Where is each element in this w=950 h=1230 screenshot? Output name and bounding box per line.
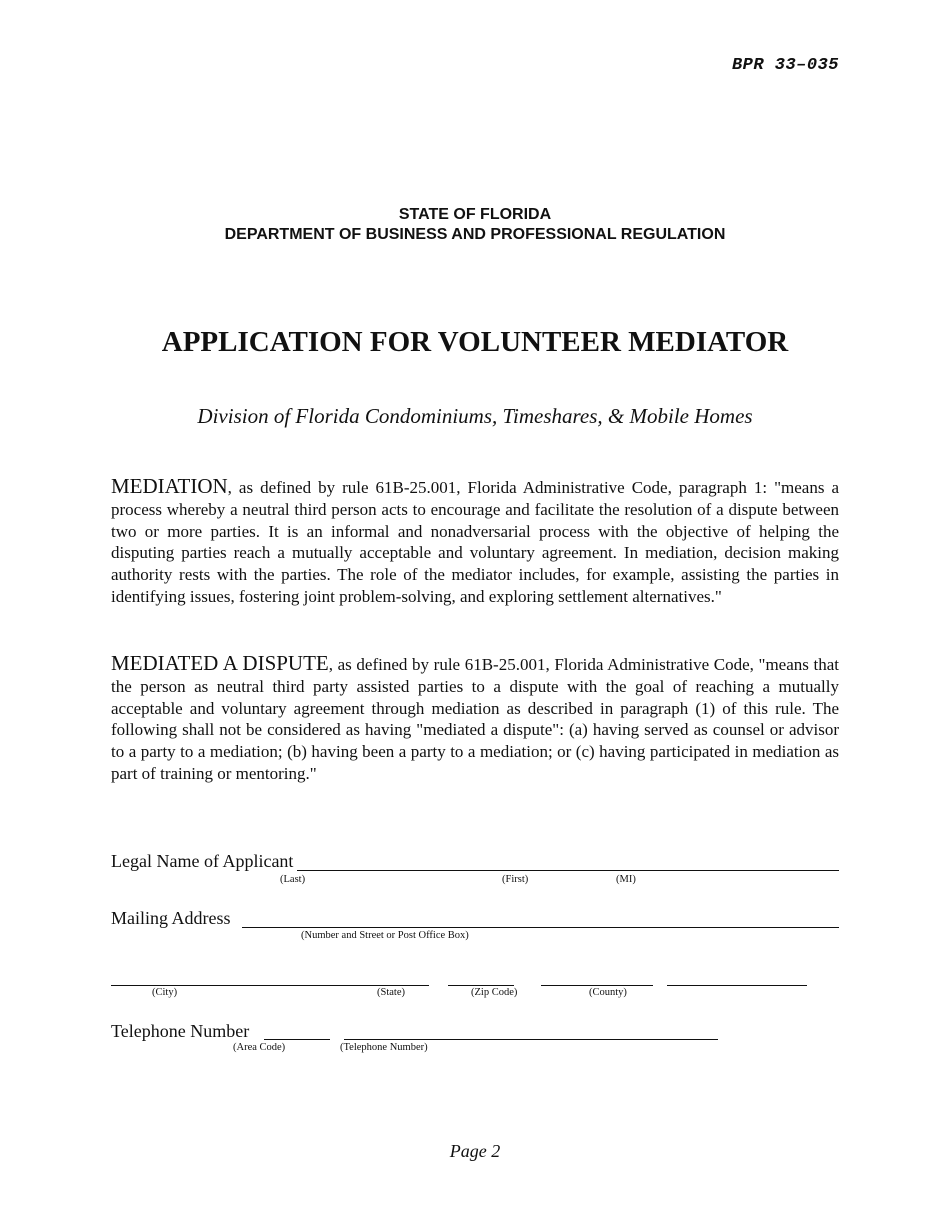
street-address-field[interactable]	[242, 927, 839, 928]
page-number: Page 2	[449, 1141, 501, 1161]
mediated-dispute-text: , as defined by rule 61B-25.001, Florida Administrative Code, "means that the person as neutral third party assisted parties to a dispute with the goal of reaching a mutually acceptable and voluntary agreement through mediation as described in paragraph (1) of this rule. The following shall not be considered as having "mediated a dispute": (a) having served as counsel or advisor to a party to a mediation; (b) having been a party to a mediation; or (c) having participated in mediation as part of training or mentoring."	[111, 655, 839, 783]
mediated-dispute-definition	[111, 653, 839, 785]
form-code: BPR 33–035	[731, 56, 839, 75]
page-title: APPLICATION FOR VOLUNTEER MEDIATOR	[161, 326, 789, 358]
zip-code-hint: (Zip Code)	[471, 987, 518, 998]
county-field[interactable]	[541, 985, 653, 986]
agency-state: STATE OF FLORIDA	[398, 206, 552, 223]
telephone-number-hint: (Telephone Number)	[340, 1042, 428, 1053]
agency-department: DEPARTMENT OF BUSINESS AND PROFESSIONAL REGULATION	[224, 226, 726, 243]
city-hint: (City)	[152, 987, 178, 998]
mediation-text: , as defined by rule 61B-25.001, Florida Administrative Code, paragraph 1: "means a process whereby a neutral third person acts to encourage and facilitate the resolution of a dispute between two or more parties. It is an informal and nonadversarial process with the objective of helping the disputing parties reach a mutually acceptable and voluntary agreement. In mediation, decision making authority rests with the parties. The role of the mediator includes, for example, assisting the parties in identifying issues, fostering joint problem-solving, and exploring settlement alternatives."	[111, 478, 839, 606]
extra-field[interactable]	[667, 985, 807, 986]
area-code-field[interactable]	[264, 1039, 330, 1040]
legal-name-label: Legal Name of Applicant	[111, 851, 294, 871]
legal-name-field[interactable]	[297, 870, 839, 871]
area-code-hint: (Area Code)	[233, 1042, 286, 1053]
middle-initial-hint: (MI)	[616, 874, 636, 885]
last-name-hint: (Last)	[280, 874, 306, 885]
telephone-number-field[interactable]	[344, 1039, 718, 1040]
state-hint: (State)	[377, 987, 405, 998]
mediated-dispute-term: MEDIATED A DISPUTE	[111, 651, 329, 675]
county-hint: (County)	[589, 987, 627, 998]
mediation-term: MEDIATION	[111, 474, 228, 498]
division-subtitle: Division of Florida Condominiums, Timeshares, & Mobile Homes	[197, 404, 753, 428]
street-address-hint: (Number and Street or Post Office Box)	[301, 930, 469, 941]
mailing-address-label: Mailing Address	[111, 908, 231, 928]
first-name-hint: (First)	[502, 874, 529, 885]
mediation-definition	[111, 476, 839, 608]
zip-code-field[interactable]	[448, 985, 514, 986]
telephone-label: Telephone Number	[111, 1021, 250, 1041]
city-state-field[interactable]	[111, 985, 429, 986]
